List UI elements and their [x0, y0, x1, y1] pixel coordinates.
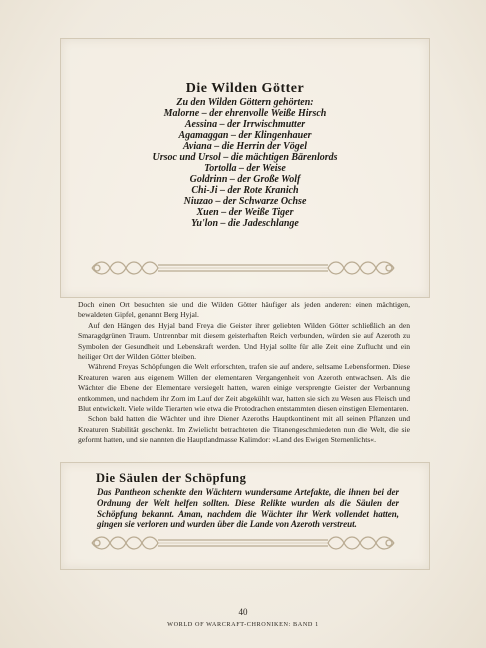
- knotwork-divider-icon: [88, 532, 398, 554]
- paragraph: Schon bald hatten die Wächter und ihre Diener Azeroths Hauptkontinent mit all seinen Pflanzen und Kreaturen Stabilität geschenkt. Im Zwielicht betrachteten die Titanengeschmiedeten nun die Welt, die sie geformt hatten, und sie nannten die Hauptlandmasse Kalimdor: »Land des Ewigen Sternenlichts«.: [78, 414, 410, 445]
- list-item: Goldrinn – der Große Wolf: [189, 174, 301, 185]
- wild-gods-title: Die Wilden Götter: [185, 81, 305, 96]
- list-item: Chi-Ji – der Rote Kranich: [191, 185, 299, 196]
- list-item: Malorne – der ehrenvolle Weiße Hirsch: [163, 108, 327, 119]
- list-item: Xuen – der Weiße Tiger: [196, 207, 294, 218]
- list-item: Tortolla – der Weise: [204, 163, 286, 174]
- wild-gods-list: [61, 97, 429, 229]
- list-item: Agamaggan – der Klingenhauer: [178, 130, 312, 141]
- list-item: Ursoc und Ursol – die mächtigen Bärenlords: [152, 152, 338, 163]
- paragraph: Auf den Hängen des Hyjal band Freya die Geister ihrer geliebten Wilden Götter schließlich an den Smaragdgrünen Traum. Untrennbar mit diesem geisterhaften Reich verbunden, würden sie auf Azeroth zu Symbolen der Gesundheit und Lebenskraft werden. Und Hyjal sollte für alle Zeit eine Zuflucht und ein heiliger Ort der Wilden Götter bleiben.: [78, 320, 410, 362]
- list-item: Aviana – die Herrin der Vögel: [183, 141, 307, 152]
- page-number: 40: [238, 607, 248, 617]
- paragraph: Doch einen Ort besuchten sie und die Wilden Götter häufiger als jeden anderen: einen mächtigen, bewaldeten Gipfel, genannt Berg Hyjal.: [78, 300, 410, 320]
- pillars-text: Das Pantheon schenkte den Wächtern wundersame Artefakte, die ihnen bei der Ordnung der Welt helfen sollten. Diese Relikte wurden als die Säulen der Schöpfung bekannt. Aman, nachdem die Wächter ihr Werk vollendet hatten, gingen sie verloren und wurden über die Lande von Azeroth verstreut.: [97, 487, 399, 530]
- list-item: Aessina – der Irrwischmutter: [184, 119, 306, 130]
- paragraph: Während Freyas Schöpfungen die Welt erforschten, trafen sie auf andere, seltsame Lebensformen. Diese Kreaturen waren aus eigenem Willen der elementaren Vergangenheit von Azeroth entwachsen. Als die Wächter die Ebene der Elementare versiegelt hatten, waren einige versprengte Geister der Verbannung entkommen, und nachdem ihr Zorn im Lauf der Zeit abgekühlt war, hatten sie sich zu Wesen aus Fleisch und Blut entwickelt. Viele wilde Tierarten wie etwa die Protodrachen entstammten diesen einstigen Elementaren.: [78, 362, 410, 414]
- list-item: Niuzao – der Schwarze Ochse: [183, 196, 307, 207]
- wild-gods-intro: Zu den Wilden Göttern gehörten:: [176, 97, 314, 108]
- running-footer: WORLD OF WARCRAFT-CHRONIKEN: BAND 1: [167, 621, 319, 628]
- pillars-title: Die Säulen der Schöpfung: [96, 471, 247, 485]
- list-item: Yu'lon – die Jadeschlange: [191, 218, 299, 229]
- knotwork-divider-icon: [88, 257, 398, 279]
- main-text: [78, 300, 410, 446]
